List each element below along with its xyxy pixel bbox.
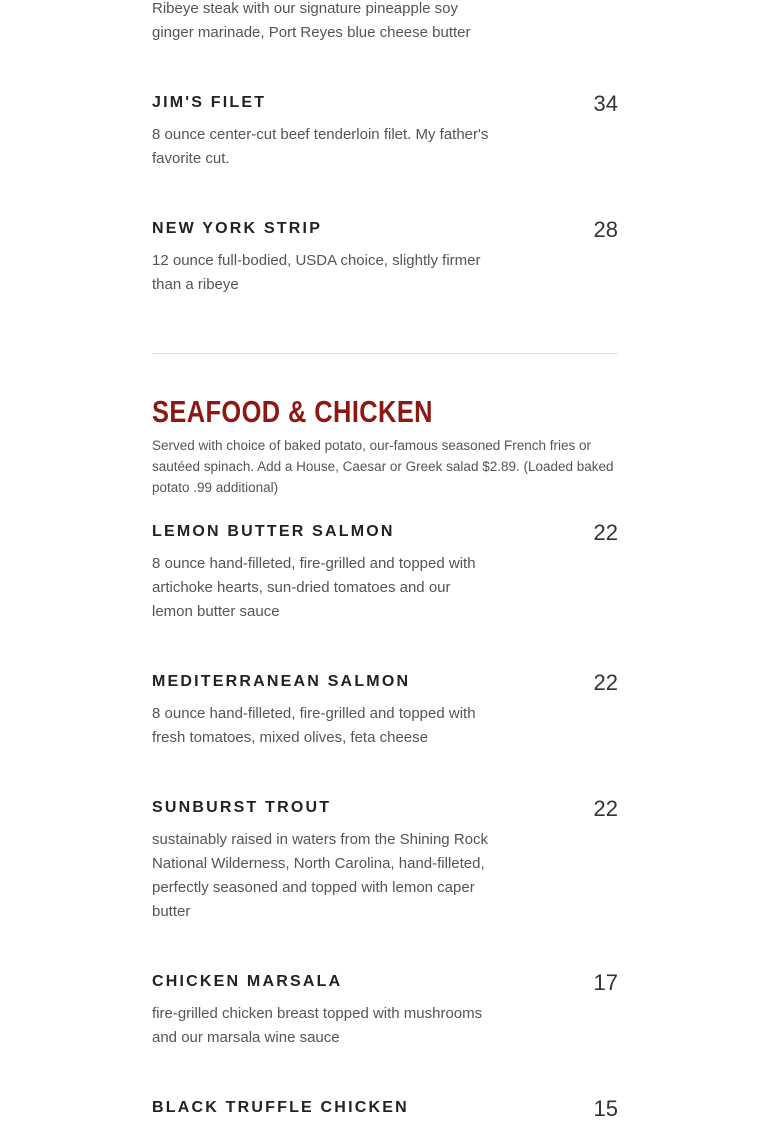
menu-item-name: JIM'S FILET bbox=[152, 94, 267, 111]
menu-item-name: MEDITERRANEAN SALMON bbox=[152, 673, 411, 690]
menu-item-price: 22 bbox=[593, 520, 618, 545]
ribeye-description: Ribeye steak with our signature pineapple soy ginger marinade, Port Reyes blue cheese butter bbox=[152, 0, 471, 41]
menu-item-name: BLACK TRUFFLE CHICKEN bbox=[152, 1099, 409, 1116]
section-title: SEAFOOD & CHICKEN bbox=[152, 394, 433, 429]
section-note: Served with choice of baked potato, our-famous seasoned French fries or sautéed spinach. Add a House, Caesar or Greek salad $2.89. (Loaded baked potato .99 additional) bbox=[152, 438, 614, 495]
section-divider bbox=[152, 353, 618, 354]
menu-item-price: 22 bbox=[593, 670, 618, 695]
menu-item-price: 15 bbox=[593, 1096, 618, 1121]
menu-item-description: 8 ounce hand-filleted, fire-grilled and topped with fresh tomatoes, mixed olives, feta cheese bbox=[152, 705, 476, 746]
menu-item-price: 28 bbox=[593, 217, 618, 242]
menu-item-description: 8 ounce center-cut beef tenderloin filet. My father's favorite cut. bbox=[152, 126, 489, 167]
menu-item-name: CHICKEN MARSALA bbox=[152, 973, 343, 990]
menu-item-description: 12 ounce full-bodied, USDA choice, slightly firmer than a ribeye bbox=[152, 252, 481, 293]
menu-item-name: SUNBURST TROUT bbox=[152, 799, 332, 816]
menu-item-price: 34 bbox=[593, 91, 618, 116]
menu-item-name: NEW YORK STRIP bbox=[152, 220, 323, 237]
menu-item-description: sustainably raised in waters from the Shining Rock National Wilderness, North Carolina, hand-filleted, perfectly seasoned and topped with lemon caper butter bbox=[152, 831, 488, 920]
menu-item-description: 8 ounce hand-filleted, fire-grilled and topped with artichoke hearts, sun-dried tomatoes and our lemon butter sauce bbox=[152, 555, 476, 620]
menu-item-price: 17 bbox=[593, 970, 618, 995]
menu-item-name: LEMON BUTTER SALMON bbox=[152, 523, 395, 540]
menu-item-price: 22 bbox=[593, 796, 618, 821]
menu-item-description: fire-grilled chicken breast topped with mushrooms and our marsala wine sauce bbox=[152, 1005, 483, 1046]
